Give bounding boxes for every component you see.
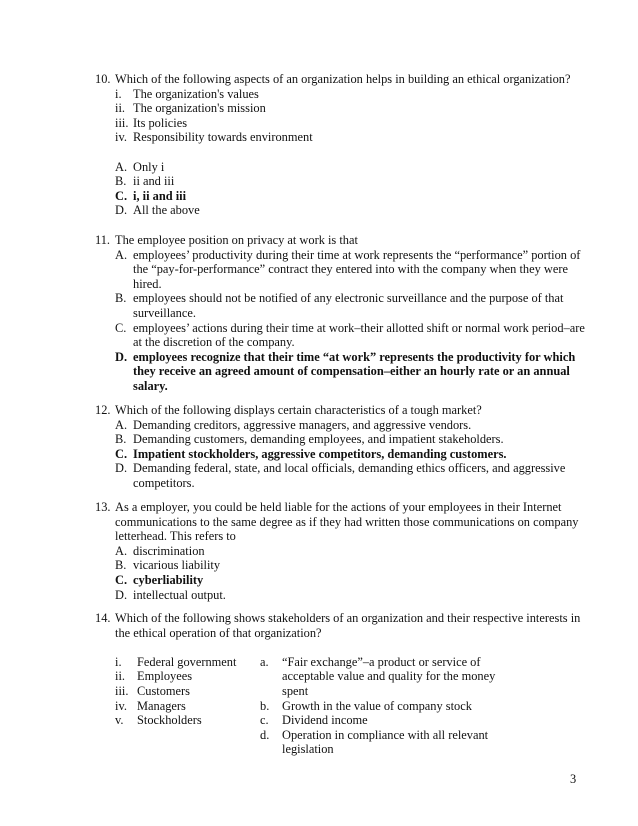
option-list xyxy=(115,418,595,491)
statement-item: iii. Its policies xyxy=(115,115,188,130)
interest-list xyxy=(260,655,500,757)
question-number: 11. xyxy=(95,233,111,247)
interest-item: d. Operation in compliance with all relevant legislation xyxy=(260,727,489,757)
question-text: Which of the following displays certain characteristics of a tough market? xyxy=(115,403,482,417)
question-text: Which of the following aspects of an organization helps in building an ethical organization? xyxy=(115,72,571,86)
stakeholder-item: iii. Customers xyxy=(115,683,191,698)
page-number: 3 xyxy=(570,772,577,786)
question-14 xyxy=(95,611,595,757)
question-text: Which of the following shows stakeholders of an organization and their respective interests in the ethical operation of that organization? xyxy=(115,611,581,640)
statement-item: ii. The organization's mission xyxy=(115,101,266,116)
option-list xyxy=(115,248,595,394)
question-11 xyxy=(95,233,595,394)
question-12 xyxy=(95,403,595,491)
option-b: B. ii and iii xyxy=(115,174,175,189)
question-13 xyxy=(95,500,595,602)
option-d: D. All the above xyxy=(115,203,200,218)
question-number: 12. xyxy=(95,403,111,417)
option-d-correct: D. employees recognize that their time “at work” represents the productivity for which they receive an agreed amount of compensation–either an hourly rate or an annual salary. xyxy=(115,349,576,393)
interest-item: c. Dividend income xyxy=(260,713,368,728)
option-b: B. vicarious liability xyxy=(115,558,221,573)
option-a: A. Only i xyxy=(115,159,165,174)
option-c-correct: C. Impatient stockholders, aggressive competitors, demanding customers. xyxy=(115,446,507,461)
statement-list xyxy=(115,87,595,145)
option-b: B. employees should not be notified of any electronic surveillance and the purpose of that surveillance. xyxy=(115,291,564,320)
option-d: D. intellectual output. xyxy=(115,587,226,602)
option-c: C. employees’ actions during their time at work–their allotted shift or normal work period–are at the discretion of the company. xyxy=(115,320,585,350)
option-list xyxy=(115,160,595,218)
option-list xyxy=(115,544,595,602)
stakeholder-item: ii. Employees xyxy=(115,669,193,684)
option-a: A. Demanding creditors, aggressive managers, and aggressive vendors. xyxy=(115,417,472,432)
question-number: 10. xyxy=(95,72,111,86)
question-10 xyxy=(95,72,595,218)
question-number: 13. xyxy=(95,500,111,514)
statement-item: iv. Responsibility towards environment xyxy=(115,130,313,145)
option-a: A. discrimination xyxy=(115,543,205,558)
matching-columns xyxy=(115,655,595,757)
option-b: B. Demanding customers, demanding employees, and impatient stakeholders. xyxy=(115,432,504,447)
interest-item: b. Growth in the value of company stock xyxy=(260,698,472,713)
stakeholder-list xyxy=(115,655,260,757)
statement-item: i. The organization's values xyxy=(115,86,259,101)
option-a: A. employees’ productivity during their time at work represents the “performance” portion of the “pay-for-performance” contract they entered into with the company when they were hired. xyxy=(115,247,581,291)
question-text: The employee position on privacy at work is that xyxy=(115,233,358,247)
option-c-correct: C. cyberliability xyxy=(115,572,204,587)
question-number: 14. xyxy=(95,611,111,625)
stakeholder-item: i. Federal government xyxy=(115,654,237,669)
interest-item: a. “Fair exchange”–a product or service of acceptable value and quality for the money spent xyxy=(260,654,496,698)
stakeholder-item: v. Stockholders xyxy=(115,713,202,728)
option-c-correct: C. i, ii and iii xyxy=(115,188,187,203)
stakeholder-item: iv. Managers xyxy=(115,698,186,713)
question-text: As a employer, you could be held liable for the actions of your employees in their Internet communications to the same degree as if they had written those communications on company letterhead. This refers to xyxy=(115,500,579,544)
option-d: D. Demanding federal, state, and local officials, demanding ethics officers, and aggressive competitors. xyxy=(115,461,566,490)
